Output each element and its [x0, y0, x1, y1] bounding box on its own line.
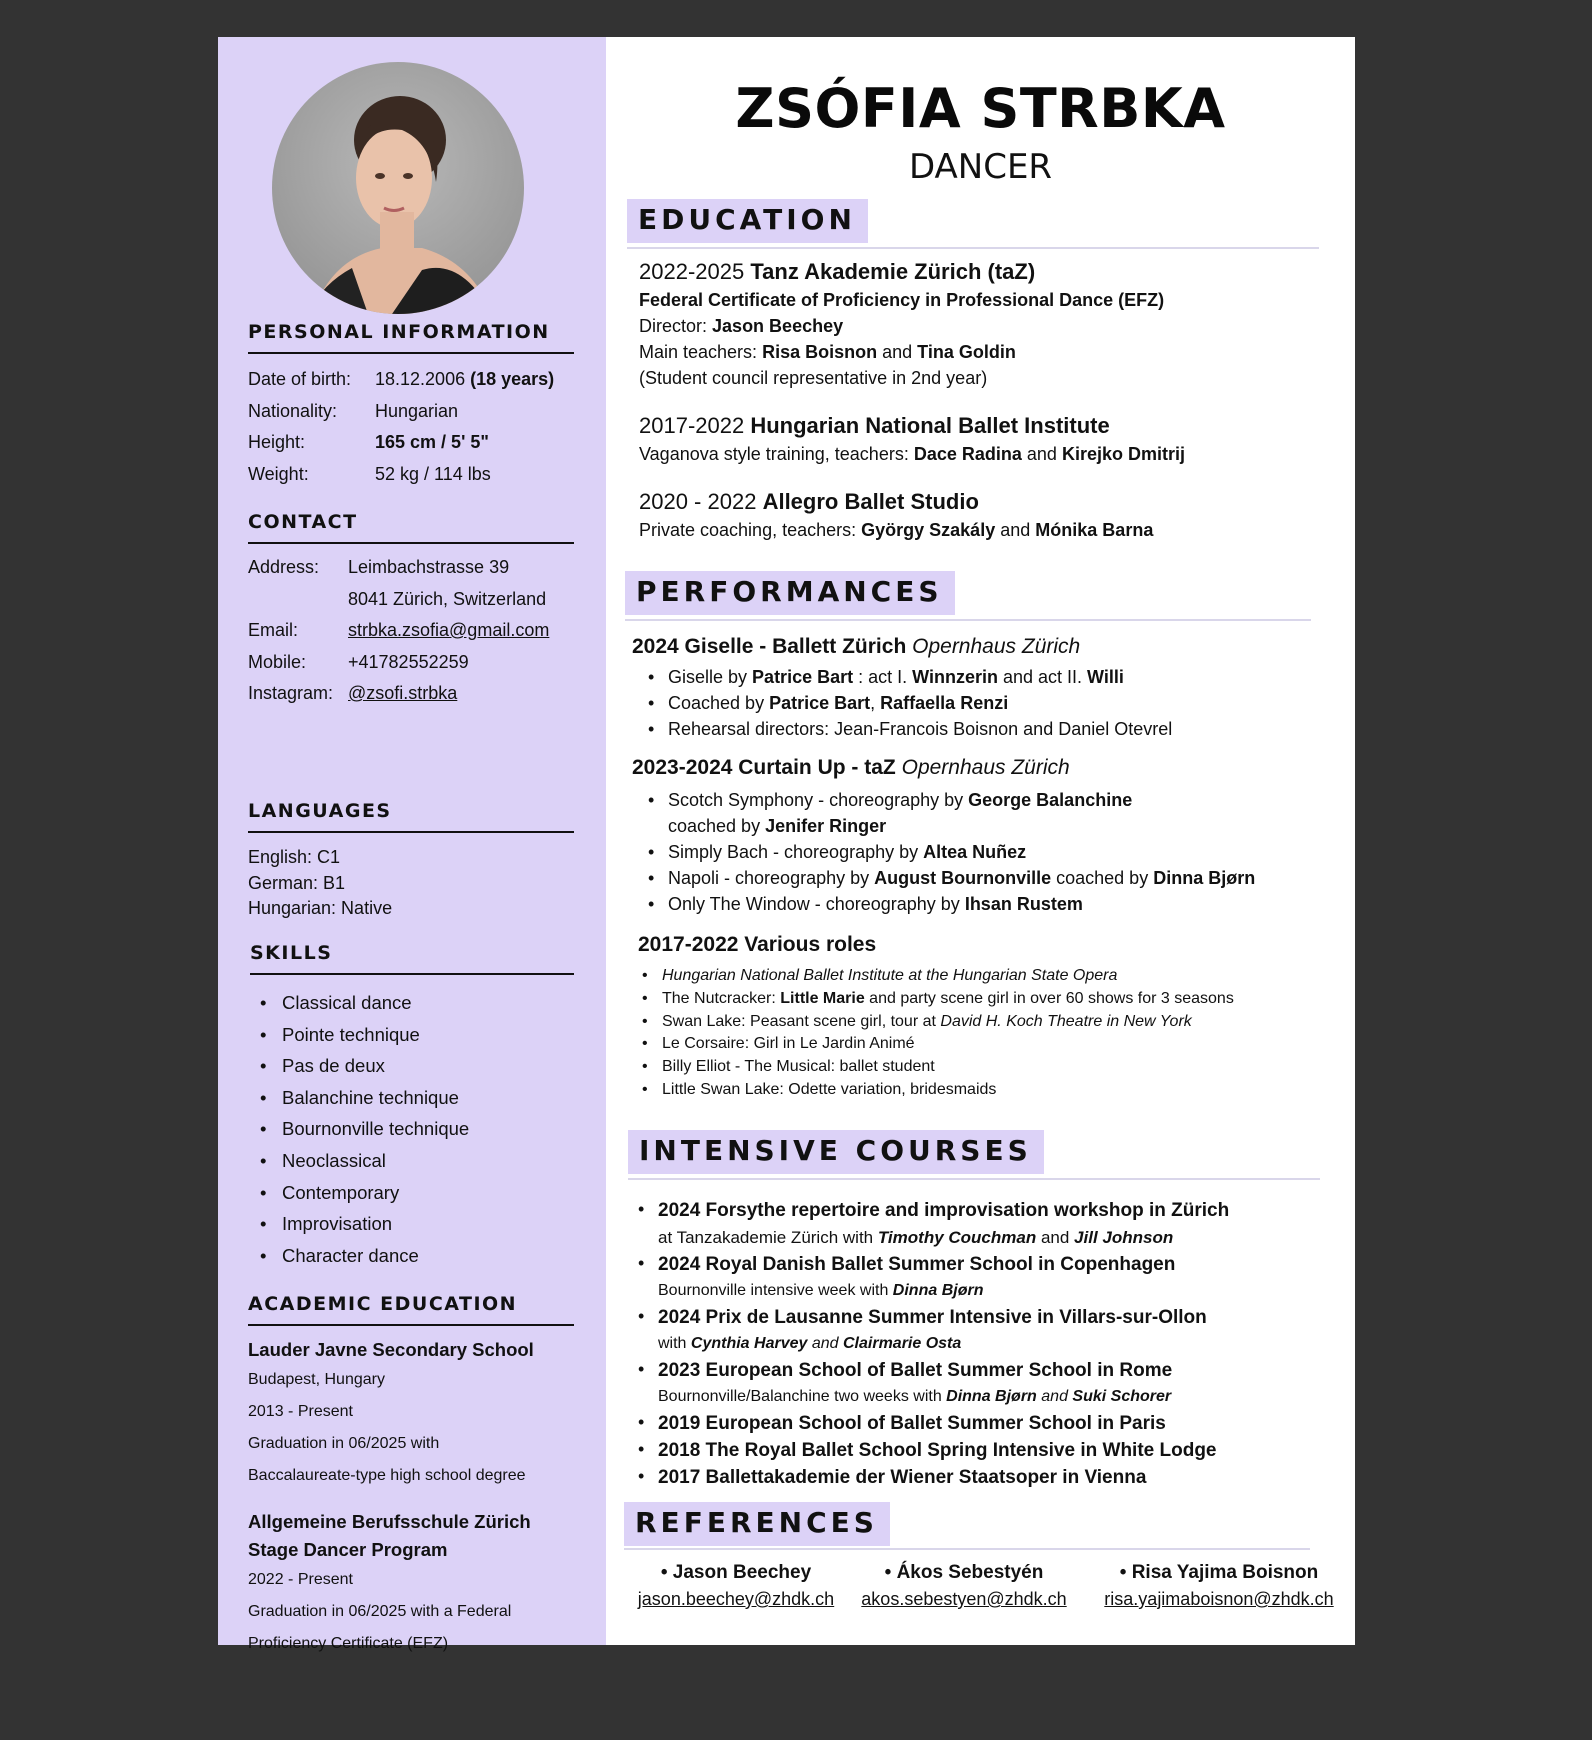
personal-information-section — [248, 321, 574, 490]
skills-section — [250, 942, 574, 1271]
course-item: • 2018 The Royal Ballet School Spring Intensive in White Lodge — [658, 1437, 1338, 1464]
performance-title: 2017-2022 Various roles — [638, 933, 877, 957]
performance-detail: • Swan Lake: Peasant scene girl, tour at David H. Koch Theatre in New York — [662, 1011, 1332, 1034]
weight-row — [248, 459, 574, 491]
course-item: • 2017 Ballettakademie der Wiener Staatsoper in Vienna — [658, 1464, 1338, 1491]
course-item: • 2024 Prix de Lausanne Summer Intensive in Villars-sur-Ollon with Cynthia Harvey and Clairmarie Osta — [658, 1304, 1338, 1357]
skill-item: • Pas de deux — [260, 1050, 574, 1082]
reference-name: Ákos Sebestyén — [896, 1562, 1044, 1583]
age-value: (18 years) — [470, 369, 555, 389]
address-label: Address: — [248, 557, 320, 577]
school-detail: Graduation in 06/2025 with a Federal — [248, 1603, 512, 1620]
sidebar — [218, 37, 606, 1652]
education-teachers: Main teachers: Risa Boisnon and Tina Goldin — [639, 342, 1016, 362]
candidate-name: ZSÓFIA STRBKA — [735, 77, 1226, 140]
skill-item: • Neoclassical — [260, 1145, 574, 1177]
height-row — [248, 427, 574, 459]
education-entry-title: 2017-2022 Hungarian National Ballet Institute — [639, 413, 1110, 438]
mobile-label: Mobile: — [248, 651, 307, 672]
education-years: 2022-2025 — [639, 259, 745, 284]
languages-section — [248, 800, 574, 922]
academic-education-section — [248, 1293, 574, 1660]
performance-detail: • Giselle by Patrice Bart : act I. Winnzerin and act II. Willi — [668, 665, 1332, 691]
nationality-row — [248, 396, 574, 428]
course-item: • 2024 Royal Danish Ballet Summer School in Copenhagen Bournonville intensive week with Dinna Bjørn — [658, 1251, 1338, 1304]
school-detail: Baccalaureate-type high school degree — [248, 1467, 526, 1484]
education-section — [639, 257, 1339, 543]
mobile-value: +41782552259 — [348, 651, 469, 672]
reference-email[interactable]: akos.sebestyen@zhdk.ch — [861, 1589, 1067, 1609]
language-item: English: C1 — [248, 847, 341, 867]
academic-education-heading: ACADEMIC EDUCATION — [248, 1293, 574, 1326]
references-heading: REFERENCES — [624, 1502, 890, 1546]
references-section — [630, 1560, 1350, 1620]
email-link[interactable]: strbka.zsofia@gmail.com — [348, 620, 550, 640]
education-note: (Student council representative in 2nd year) — [639, 368, 988, 388]
reference-item: • Jason Beechey jason.beechey@zhdk.ch — [630, 1560, 842, 1612]
performance-title: 2024 Giselle - Ballett Zürich Opernhaus Zürich — [632, 635, 1081, 658]
personal-information-heading: PERSONAL INFORMATION — [248, 321, 574, 354]
intensive-courses-heading: INTENSIVE COURSES — [628, 1130, 1044, 1174]
education-heading: EDUCATION — [627, 199, 868, 243]
school-name: Allgemeine Berufsschule Zürich Stage Dancer Program — [248, 1511, 531, 1560]
performance-detail: • Scotch Symphony - choreography by George Balanchine coached by Jenifer Ringer — [668, 788, 1332, 840]
languages-heading: LANGUAGES — [248, 800, 574, 833]
performance-title: 2023-2024 Curtain Up - taZ Opernhaus Zürich — [632, 756, 1070, 780]
language-item: Hungarian: Native — [248, 898, 393, 918]
skill-item: • Improvisation — [260, 1208, 574, 1240]
performances-section — [632, 633, 1332, 1102]
profile-photo — [272, 62, 524, 314]
performance-detail: • Little Swan Lake: Odette variation, bridesmaids — [662, 1079, 1332, 1102]
candidate-role: DANCER — [908, 147, 1053, 187]
nationality-label: Nationality: — [248, 400, 338, 421]
contact-section — [248, 511, 574, 710]
school-detail: Proficiency Certificate (EFZ) — [248, 1635, 449, 1652]
education-cert: Federal Certificate of Proficiency in Professional Dance (EFZ) — [639, 290, 1165, 310]
education-school: Tanz Akademie Zürich (taZ) — [750, 259, 1036, 284]
intensive-courses-divider — [628, 1178, 1320, 1180]
intensive-courses-section — [638, 1193, 1338, 1491]
education-teachers: Private coaching, teachers: György Szakály and Mónika Barna — [639, 520, 1154, 540]
instagram-label: Instagram: — [248, 683, 334, 703]
performance-detail: • Coached by Patrice Bart, Raffaella Renzi — [668, 691, 1332, 717]
school-name: Lauder Javne Secondary School — [248, 1339, 534, 1360]
address-line1: Leimbachstrasse 39 — [348, 557, 510, 577]
instagram-link[interactable]: @zsofi.strbka — [348, 683, 458, 703]
reference-name: Risa Yajima Boisnon — [1131, 1562, 1319, 1583]
height-label: Height: — [248, 432, 306, 452]
height-value: 165 cm / 5' 5" — [375, 432, 489, 452]
skill-item: • Pointe technique — [260, 1019, 574, 1051]
reference-item: • Ákos Sebestyén akos.sebestyen@zhdk.ch — [852, 1560, 1076, 1612]
performances-divider — [625, 619, 1311, 621]
performance-detail: • The Nutcracker: Little Marie and party scene girl in over 60 shows for 3 seasons — [662, 988, 1332, 1011]
education-divider — [627, 247, 1319, 249]
weight-value: 52 kg / 114 lbs — [375, 463, 491, 484]
dob-value: 18.12.2006 — [375, 369, 466, 389]
reference-name: Jason Beechey — [672, 1562, 812, 1583]
skills-heading: SKILLS — [250, 942, 574, 975]
references-divider — [624, 1548, 1310, 1550]
course-item: • 2024 Forsythe repertoire and improvisation workshop in Zürich at Tanzakademie Zürich with Timothy Couchman and Jill Johnson — [658, 1197, 1338, 1251]
address-line2: 8041 Zürich, Switzerland — [348, 588, 547, 609]
skill-item: • Contemporary — [260, 1177, 574, 1209]
language-item: German: B1 — [248, 872, 346, 893]
skill-item: • Character dance — [260, 1240, 574, 1272]
course-item: • 2019 European School of Ballet Summer School in Paris — [658, 1410, 1338, 1437]
performance-detail: • Simply Bach - choreography by Altea Nuñez — [668, 840, 1332, 866]
school-detail: 2022 - Present — [248, 1571, 353, 1588]
school-detail: Graduation in 06/2025 with — [248, 1435, 440, 1452]
school-detail: Budapest, Hungary — [248, 1371, 385, 1388]
reference-email[interactable]: jason.beechey@zhdk.ch — [637, 1589, 835, 1609]
education-teachers: Vaganova style training, teachers: Dace Radina and Kirejko Dmitrij — [639, 444, 1185, 464]
nationality-value: Hungarian — [375, 400, 459, 421]
weight-label: Weight: — [248, 463, 309, 484]
skill-item: • Balanchine technique — [260, 1082, 574, 1114]
course-item: • 2023 European School of Ballet Summer School in Rome Bournonville/Balanchine two weeks with Dinna Bjørn and Suki Schorer — [658, 1357, 1338, 1410]
performance-detail: • Rehearsal directors: Jean-Francois Boisnon and Daniel Otevrel — [668, 717, 1332, 743]
dob-label: Date of birth: — [248, 369, 352, 389]
performance-detail: • Le Corsaire: Girl in Le Jardin Animé — [662, 1033, 1332, 1056]
performance-detail: • Billy Elliot - The Musical: ballet student — [662, 1056, 1332, 1079]
performance-detail: • Hungarian National Ballet Institute at the Hungarian State Opera — [662, 965, 1332, 988]
skill-item: • Classical dance — [260, 987, 574, 1019]
contact-heading: CONTACT — [248, 511, 574, 544]
education-entry-title — [639, 257, 1339, 287]
school-detail: 2013 - Present — [248, 1403, 353, 1420]
skill-item: • Bournonville technique — [260, 1113, 574, 1145]
reference-email[interactable]: risa.yajimaboisnon@zhdk.ch — [1104, 1589, 1334, 1609]
email-label: Email: — [248, 620, 299, 640]
education-director: Director: Jason Beechey — [639, 316, 844, 336]
performance-detail: • Only The Window - choreography by Ihsan Rustem — [668, 892, 1332, 918]
skills-list — [260, 987, 574, 1271]
dob-row — [248, 364, 574, 396]
performances-heading: PERFORMANCES — [625, 571, 955, 615]
performance-detail: • Napoli - choreography by August Bournonville coached by Dinna Bjørn — [668, 866, 1332, 892]
reference-item: • Risa Yajima Boisnon risa.yajimaboisnon@zhdk.ch — [1088, 1560, 1350, 1612]
resume-page — [218, 37, 1355, 1652]
education-entry-title: 2020 - 2022 Allegro Ballet Studio — [639, 489, 979, 514]
